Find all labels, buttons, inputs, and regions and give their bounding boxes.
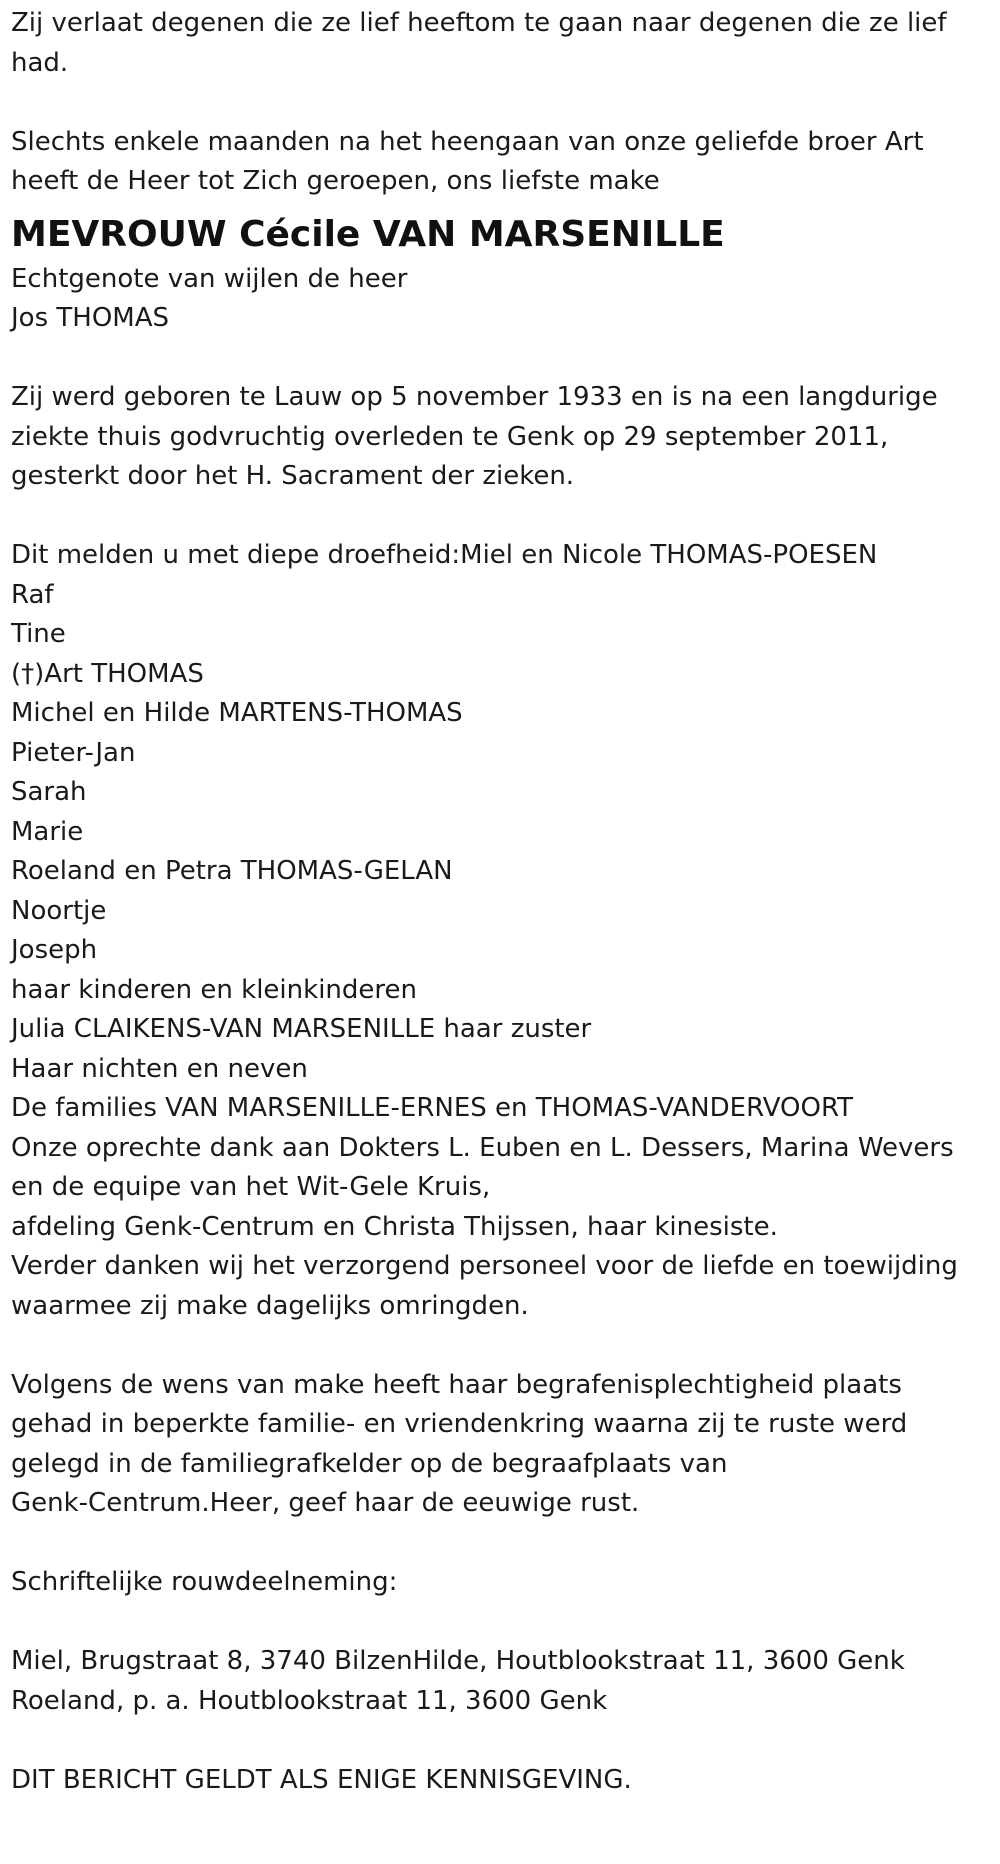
mourner-line: (†)Art THOMAS xyxy=(11,658,204,689)
condolences-label: Schriftelijke rouwdeelneming: xyxy=(11,1567,398,1597)
birth-death-line-3: gesterkt door het H. Sacrament der zieken. xyxy=(11,461,575,491)
intro-section xyxy=(11,4,1000,202)
notice-text: DIT BERICHT GELDT ALS ENIGE KENNISGEVING. xyxy=(11,1764,632,1795)
mourner-line: Haar nichten en neven xyxy=(11,1053,308,1084)
funeral-line-1: Volgens de wens van make heeft haar begrafenisplechtigheid plaats xyxy=(11,1369,902,1400)
spacer xyxy=(11,83,1000,123)
spacer xyxy=(11,497,1000,537)
mourner-line: De families VAN MARSENILLE-ERNES en THOMAS-VANDERVOORT xyxy=(11,1093,854,1123)
birth-death-line-2: ziekte thuis godvruchtig overleden te Genk op 29 september 2011, xyxy=(11,421,889,452)
mourner-line: haar kinderen en kleinkinderen xyxy=(11,974,417,1005)
funeral-line-4: Genk-Centrum.Heer, geef haar de eeuwige rust. xyxy=(11,1488,640,1518)
spouse-line-1: Echtgenote van wijlen de heer xyxy=(11,263,408,294)
mourner-line: Joseph xyxy=(11,935,98,965)
mourner-line: Marie xyxy=(11,816,84,847)
mourner-line: Raf xyxy=(11,579,54,610)
mourner-line: Pieter-Jan xyxy=(11,737,136,768)
condolences-address-1: Miel, Brugstraat 8, 3740 BilzenHilde, Houtblookstraat 11, 3600 Genk xyxy=(11,1646,905,1676)
mourner-line: Noortje xyxy=(11,895,107,926)
spacer xyxy=(11,1326,1000,1366)
mourner-line: Michel en Hilde MARTENS-THOMAS xyxy=(11,698,463,728)
thanks-line: Onze oprechte dank aan Dokters L. Euben en L. Dessers, Marina Wevers xyxy=(11,1132,954,1163)
intro-line-4: heeft de Heer tot Zich geroepen, ons liefste make xyxy=(11,166,660,196)
deceased-section xyxy=(11,210,1000,339)
condolences-address-2: Roeland, p. a. Houtblookstraat 11, 3600 Genk xyxy=(11,1685,608,1716)
mourner-line: Roeland en Petra THOMAS-GELAN xyxy=(11,856,453,886)
spacer xyxy=(11,1524,1000,1564)
condolences-section xyxy=(11,1563,1000,1721)
intro-line-1: Zij verlaat degenen die ze lief heeftom te gaan naar degenen die ze lief xyxy=(11,8,947,38)
funeral-line-3: gelegd in de familiegrafkelder op de begraafplaats van xyxy=(11,1448,728,1479)
mourner-line: Dit melden u met diepe droefheid:Miel en Nicole THOMAS-POESEN xyxy=(11,540,878,570)
spouse-line-2: Jos THOMAS xyxy=(11,303,170,333)
funeral-line-2: gehad in beperkte familie- en vriendenkring waarna zij te ruste werd xyxy=(11,1409,908,1439)
thanks-line: afdeling Genk-Centrum en Christa Thijssen, haar kinesiste. xyxy=(11,1211,778,1242)
mourner-line: Tine xyxy=(11,619,66,649)
intro-line-2: had. xyxy=(11,47,69,78)
mourners-list xyxy=(11,536,1000,1326)
deceased-name: MEVROUW Cécile VAN MARSENILLE xyxy=(11,213,725,255)
mourner-line: Sarah xyxy=(11,777,87,807)
funeral-section xyxy=(11,1366,1000,1524)
mourner-line: Julia CLAIKENS-VAN MARSENILLE haar zuster xyxy=(11,1014,592,1044)
thanks-line: waarmee zij make dagelijks omringden. xyxy=(11,1290,529,1321)
intro-line-3: Slechts enkele maanden na het heengaan van onze geliefde broer Art xyxy=(11,126,924,157)
spacer xyxy=(11,1721,1000,1761)
birth-death-line-1: Zij werd geboren te Lauw op 5 november 1933 en is na een langdurige xyxy=(11,382,938,412)
spacer xyxy=(11,1603,1000,1643)
birth-death-section xyxy=(11,378,1000,497)
thanks-line: Verder danken wij het verzorgend personeel voor de liefde en toewijding xyxy=(11,1251,958,1281)
thanks-line: en de equipe van het Wit-Gele Kruis, xyxy=(11,1172,491,1202)
spacer xyxy=(11,339,1000,379)
